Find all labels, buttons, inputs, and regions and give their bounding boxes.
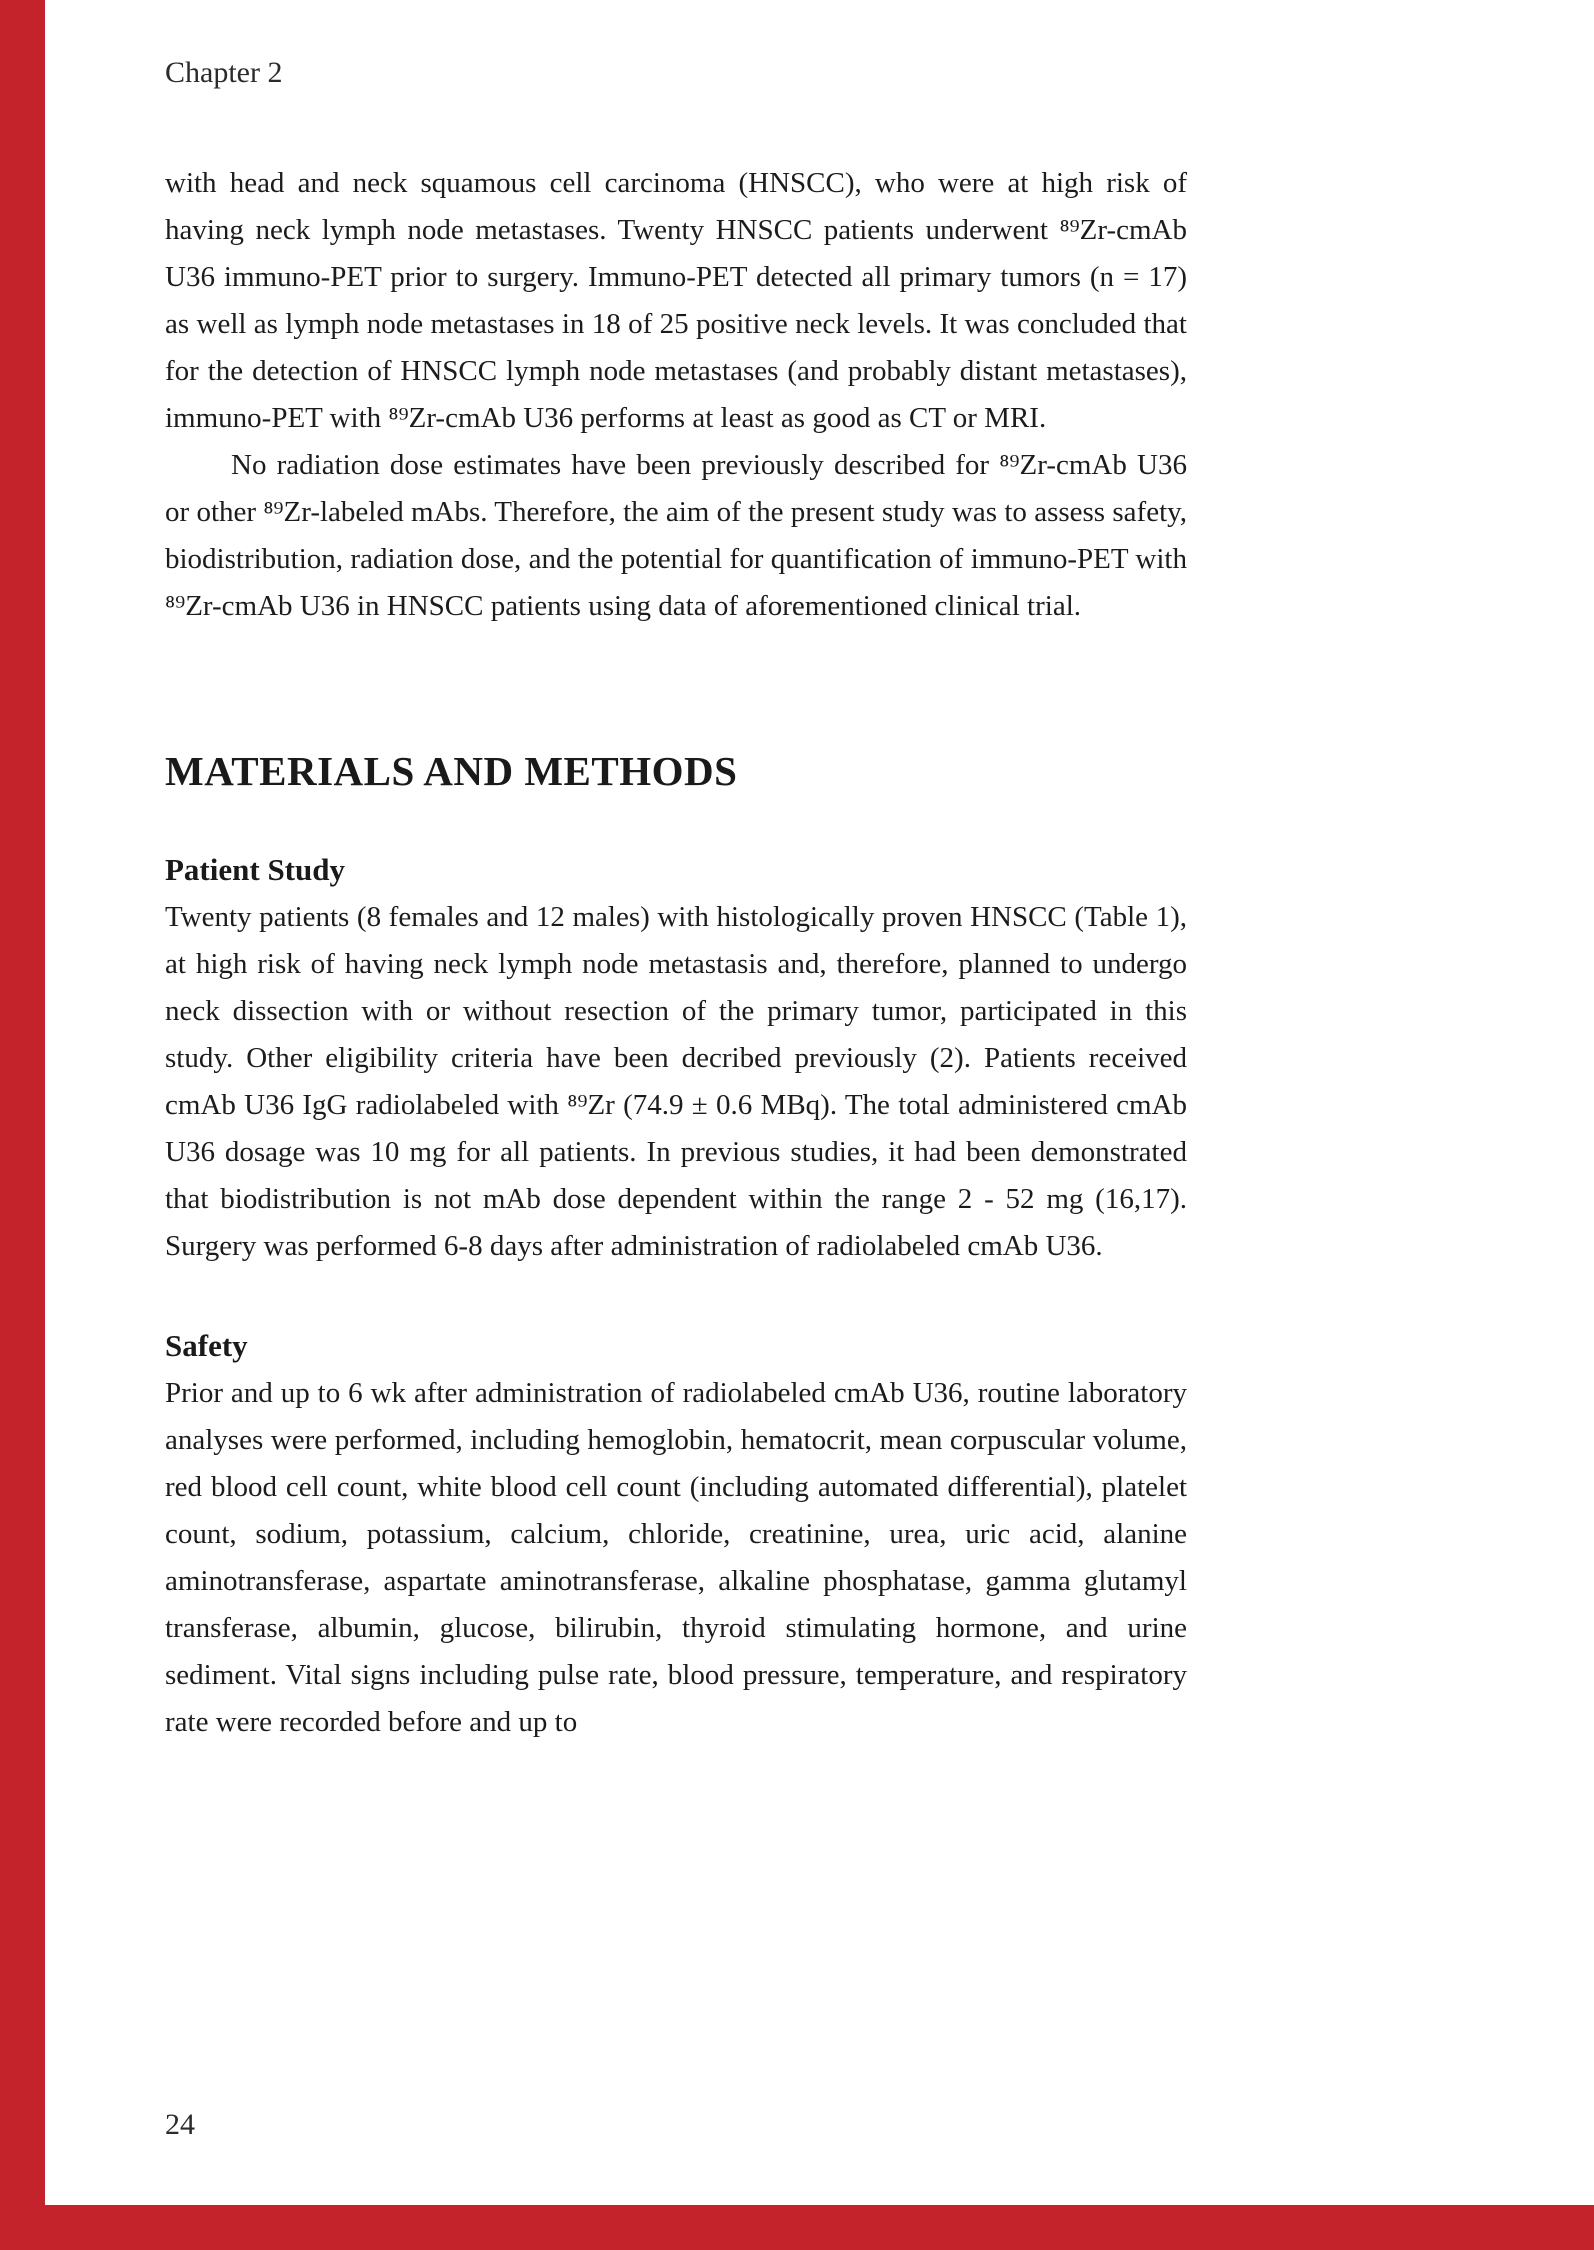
text-block	[165, 160, 1187, 1746]
paragraph-safety: Prior and up to 6 wk after administration of radiolabeled cmAb U36, routine laboratory analyses were performed, including hemoglobin, hematocrit, mean corpuscular volume, red blood cell count, white blood cell count (including automated differential), platelet count, sodium, potassium, calcium, chloride, creatinine, urea, uric acid, alanine aminotransferase, aspartate aminotransferase, alkaline phosphatase, gamma glutamyl transferase, albumin, glucose, bilirubin, thyroid stimulating hormone, and urine sediment. Vital signs including pulse rate, blood pressure, temperature, and respiratory rate were recorded before and up to	[165, 1377, 1187, 1738]
chapter-header: Chapter 2	[165, 56, 283, 89]
red-left-band	[0, 0, 45, 2250]
subsection-heading-patient-study: Patient Study	[165, 852, 345, 887]
red-bottom-band	[0, 2205, 1594, 2250]
paragraph-study-aim: No radiation dose estimates have been previously described for ⁸⁹Zr-cmAb U36 or other ⁸⁹Zr-labeled mAbs. Therefore, the aim of the present study was to assess safety, biodistribution, radiation dose, and the potential for quantification of immuno-PET with ⁸⁹Zr-cmAb U36 in HNSCC patients using data of aforementioned clinical trial.	[165, 449, 1187, 622]
paragraph-intro: with head and neck squamous cell carcinoma (HNSCC), who were at high risk of having neck lymph node metastases. Twenty HNSCC patients underwent ⁸⁹Zr-cmAb U36 immuno-PET prior to surgery. Immuno-PET detected all primary tumors (n = 17) as well as lymph node metastases in 18 of 25 positive neck levels. It was concluded that for the detection of HNSCC lymph node metastases (and probably distant metastases), immuno-PET with ⁸⁹Zr-cmAb U36 performs at least as good as CT or MRI.	[165, 167, 1187, 434]
section-heading-materials-and-methods: MATERIALS AND METHODS	[165, 748, 738, 794]
page-number: 24	[165, 2108, 195, 2141]
paragraph-patient-study: Twenty patients (8 females and 12 males) with histologically proven HNSCC (Table 1), at high risk of having neck lymph node metastasis and, therefore, planned to undergo neck dissection with or without resection of the primary tumor, participated in this study. Other eligibility criteria have been decribed previously (2). Patients received cmAb U36 IgG radiolabeled with ⁸⁹Zr (74.9 ± 0.6 MBq). The total administered cmAb U36 dosage was 10 mg for all patients. In previous studies, it had been demonstrated that biodistribution is not mAb dose dependent within the range 2 - 52 mg (16,17). Surgery was performed 6-8 days after administration of radiolabeled cmAb U36.	[165, 901, 1187, 1262]
subsection-heading-safety: Safety	[165, 1328, 248, 1363]
